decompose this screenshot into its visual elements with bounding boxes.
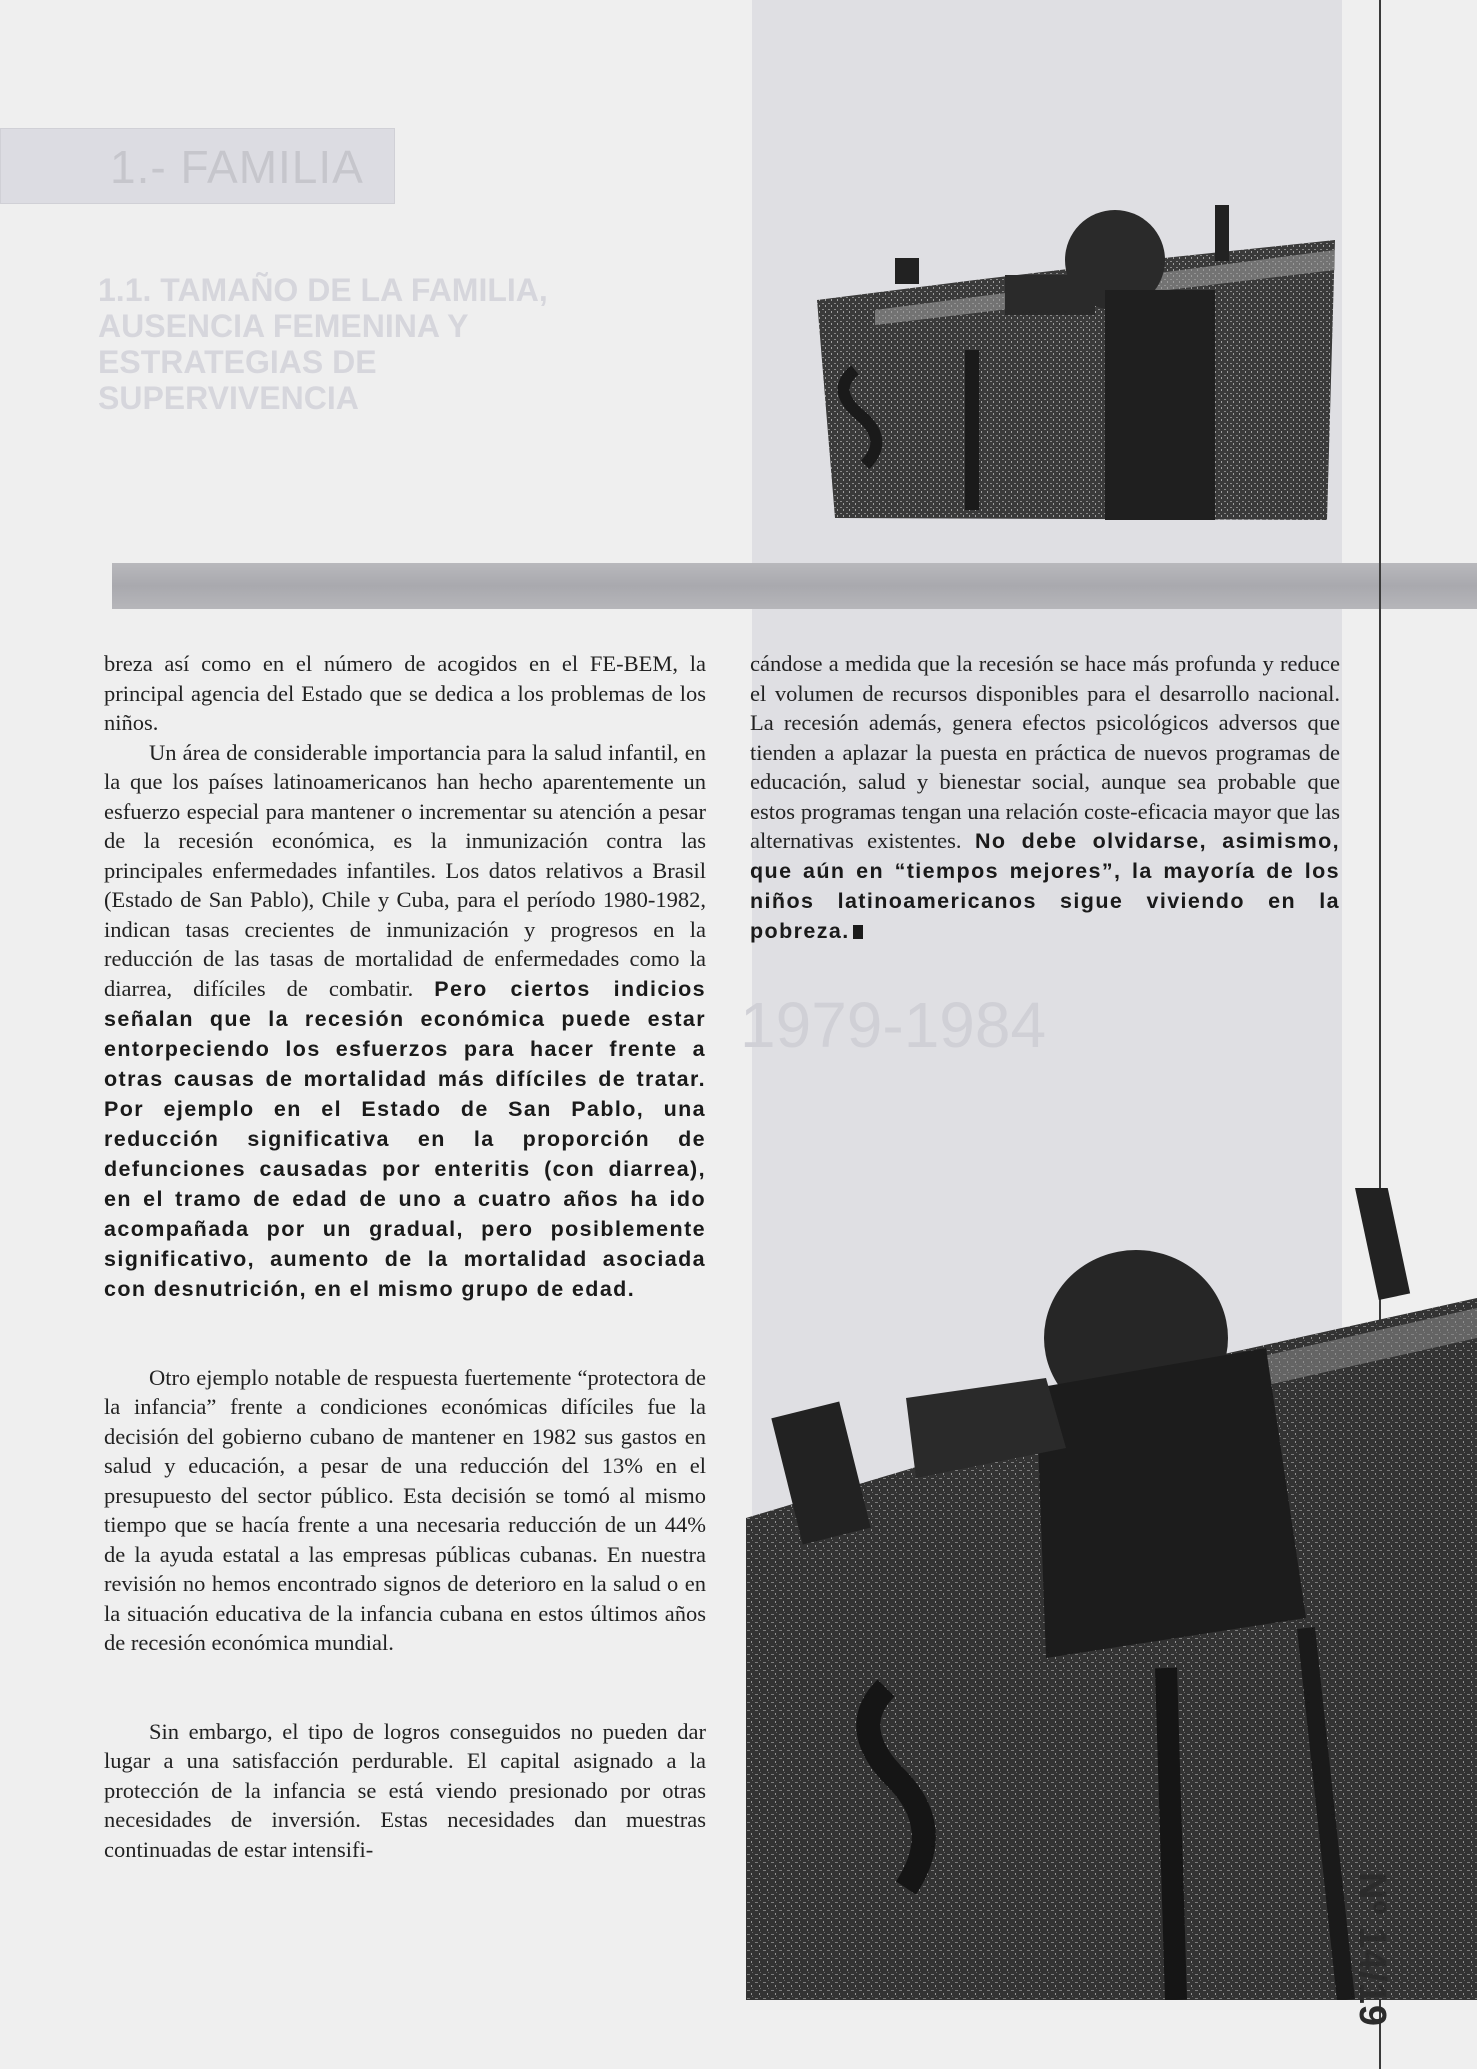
paragraph-1: breza así como en el número de acogidos en el FE-BEM, la principal agencia del Estado que se dedica a los problemas de los niños. [104,651,706,735]
article-right-column [750,649,1340,946]
paragraph-2-bold-text: Pero ciertos indicios señalan que la recesión económica puede estar entorpeciendo los esfuerzos para hacer frente a otras causas de mortalidad más difíciles de tratar. Por ejemplo en el Estado de San Pablo, una reducción significativa en la proporción de defunciones causadas por enteritis (con diarrea), en el tramo de edad de uno a cuatro años ha ido acompañada por un gradual, pero posiblemente significativo, aumento de la mortalidad asociada con desnutrición, en el mismo grupo de edad. [104,976,707,1301]
paragraph-2 [104,738,706,1304]
bleed-through-section-title: 1.- FAMILIA [110,141,364,193]
paragraph-2-text: Un área de considerable importancia para la salud infantil, en la que los países latinoamericanos han hecho aparentemente un esfuerzo especial para mantener o incrementar su atención a pesar de la recesión económica, es la inmunización contra las principales enfermedades infantiles. Los datos relativos a Brasil (Estado de San Pablo), Chile y Cuba, para el período 1980-1982, indican tasas crecientes de inmunización y progresos en la reducción de las tasas de mortalidad de enfermedades como la diarrea, difíciles de combatir. [104,739,706,1001]
paragraph-5 [750,649,1340,946]
paragraph-gap [104,1304,706,1363]
horizontal-grey-band [112,563,1477,609]
paragraph-gap [104,1658,706,1717]
end-of-article-mark [853,925,863,939]
paragraph-5-bold-text: No debe olvidarse, asimismo, que aún en “tiempos mejores”, la mayoría de los niños latinoamericanos sigue viviendo en la pobreza. [750,829,1340,943]
article-left-column [104,649,706,1864]
bleed-through-subtitle: 1.1. TAMAÑO DE LA FAMILIA, AUSENCIA FEMENINA Y ESTRATEGIAS DE SUPERVIVENCIA [98,272,548,416]
paragraph-4: Sin embargo, el tipo de logros conseguidos no pueden dar lugar a una satisfacción perdurable. El capital asignado a la protección de la infancia se está viendo presionado por otras necesidades de inversión. Estas necesidades dan muestras continuadas de estar intensifi- [104,1718,706,1862]
paragraph-5-text: cándose a medida que la recesión se hace más profunda y reduce el volumen de recursos disponibles para el desarrollo nacional. La recesión además, genera efectos psicológicos adversos que tienden a aplazar la puesta en práctica de nuevos programas de educación, salud y bienestar social, aunque sea probable que estos programas tengan una relación coste-eficacia mayor que las alternativas existentes. [750,651,1340,853]
bleed-through-years: 1979-1984 [740,989,1047,1061]
photo-child-sign-small [815,200,1335,525]
page-number: Nº 14/19 [1351,1872,1393,2027]
paragraph-3: Otro ejemplo notable de respuesta fuertemente “protectora de la infancia” frente a condiciones económicas difíciles fue la decisión del gobierno cubano de mantener en 1982 sus gastos en salud y educación, a pesar de una reducción del 13% en el presupuesto del sector público. Esta decisión se tomó al mismo tiempo que se hacía frente a una necesaria reducción de un 44% de la ayuda estatal a las empresas públicas cubanas. En nuestra revisión no hemos encontrado signos de deterioro en la salud o en la situación educativa de la infancia cubana en estos últimos años de recesión económica mundial. [104,1364,706,1655]
